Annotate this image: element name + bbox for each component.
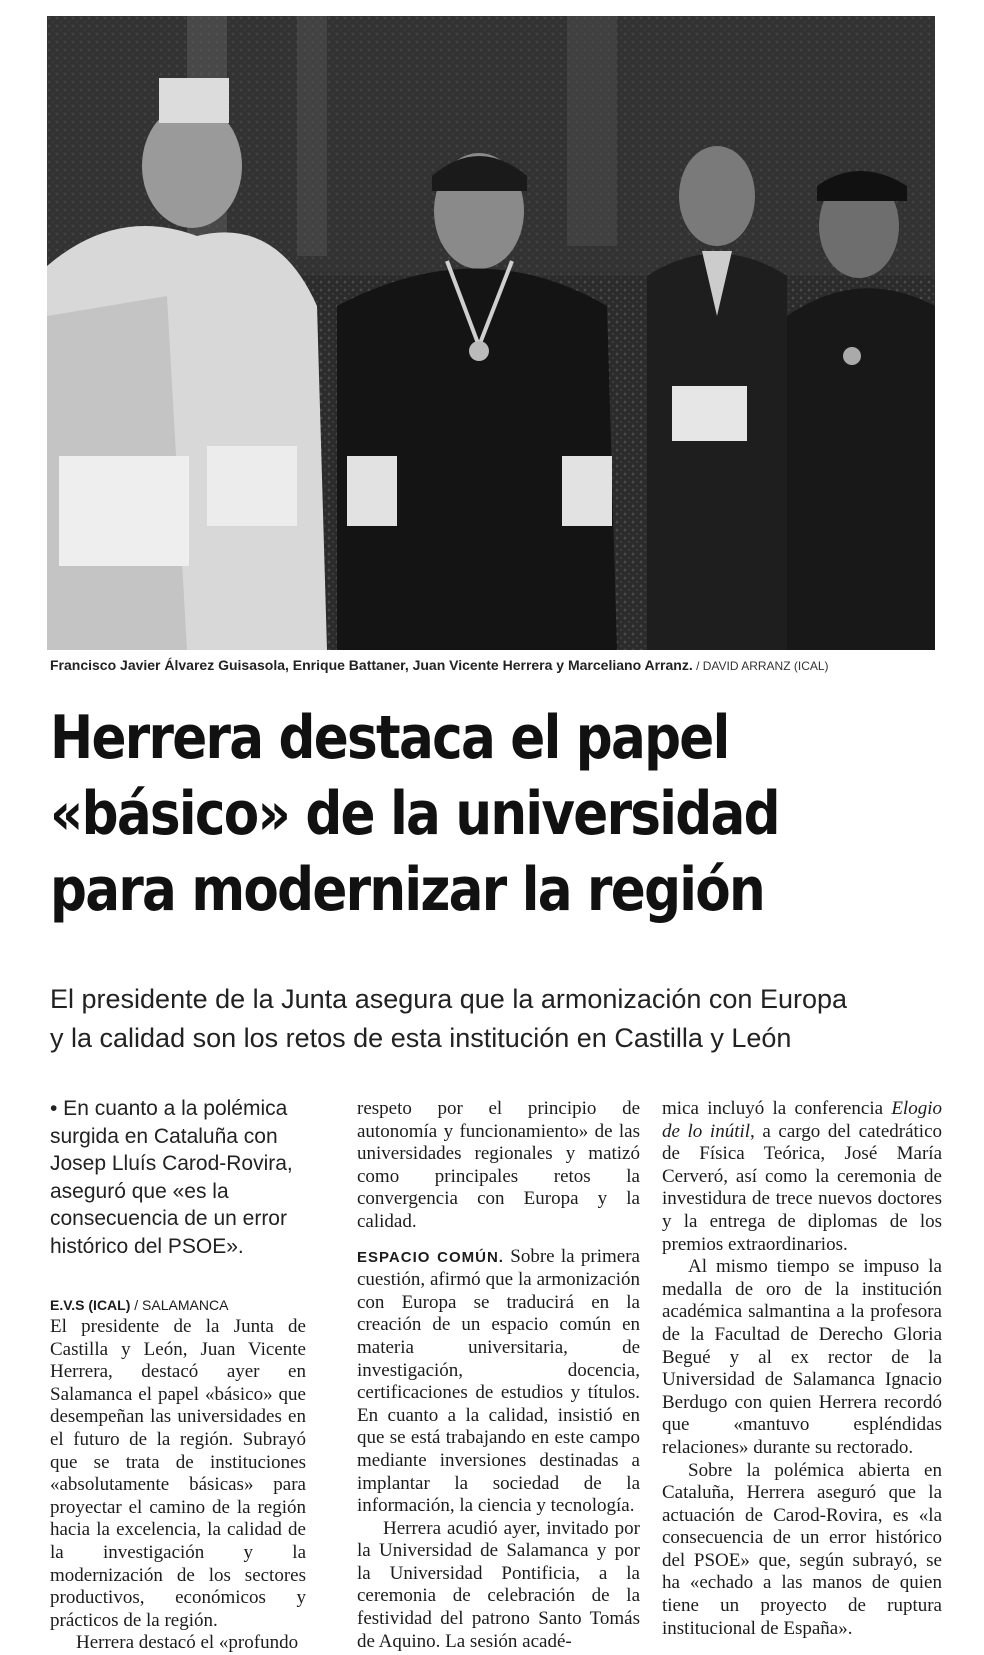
body-paragraph: Sobre la polémica abierta en Cataluña, Herrera aseguró que la actuación de Carod-Rovira, es «la consecuencia de un error histórico del PSOE» que, según subrayó, se ha «echado a las manos de quien tiene un proyecto de ruptura institucional de España». [662, 1459, 942, 1639]
subhead-line: El presidente de la Junta asegura que la armonización con Europa [50, 984, 848, 1014]
byline [50, 1294, 306, 1316]
column-2 [357, 1098, 640, 1653]
body-paragraph [357, 1246, 640, 1518]
headline-line: «básico» de la universidad [50, 779, 779, 849]
subhead-line: y la calidad son los retos de esta institución en Castilla y León [50, 1023, 792, 1053]
headline-line: para modernizar la región [50, 855, 765, 925]
lecture-title: Elogio de lo inútil [662, 1098, 942, 1142]
body-paragraph: respeto por el principio de autonomía y funcionamiento» de las universidades regionales y matizó como principales retos la convergencia con Europa y la calidad. [357, 1098, 640, 1232]
body-paragraph [662, 1098, 942, 1256]
body-paragraph: Herrera destacó el «profundo [76, 1632, 299, 1654]
column-3 [662, 1098, 942, 1640]
news-photo [47, 16, 935, 650]
column-1 [50, 1095, 306, 1655]
ceremony-photo-icon [47, 16, 935, 650]
body-paragraph: Herrera acudió ayer, invitado por la Universidad de Salamanca y por la Universidad Pontificia, a la ceremonia de celebración de la festividad del patrono Santo Tomás de Aquino. La sesión acadé- [357, 1517, 640, 1652]
byline-agency: E.V.S (ICAL) [50, 1297, 131, 1313]
photo-credit: / DAVID ARRANZ (ICAL) [692, 659, 829, 673]
body-text: , a cargo del catedrático de Física Teórica, José María Cerveró, así como la ceremonia de investidura de trece nuevos doctores y la entrega de diplomas de los premios extraordinarios. [662, 1120, 943, 1255]
headline-line: Herrera destaca el papel [50, 703, 729, 773]
body-paragraph: Al mismo tiempo se impuso la medalla de oro de la institución académica salmantina a la profesora de la Facultad de Derecho Gloria Begué y al ex rector de la Universidad de Salamanca Ignacio Berdugo con quien Herrera recordó que «mantuvo espléndidas relaciones» durante su rectorado. [662, 1256, 942, 1458]
photo-caption [50, 657, 950, 673]
body-paragraph: El presidente de la Junta de Castilla y León, Juan Vicente Herrera, destacó ayer en Salamanca el papel «básico» que desempeñan las universidades en el futuro de la región. Subrayó que se trata de instituciones «absolutamente básicas» para proyectar el camino de la región hacia la excelencia, la calidad de la investigación y la modernización de los sectores productivos, económicos y prácticos de la región. [50, 1316, 306, 1631]
section-heading: ESPACIO COMÚN. [357, 1248, 504, 1266]
subheadline [50, 980, 950, 1058]
headline [50, 700, 824, 928]
byline-place: / SALAMANCA [130, 1297, 229, 1313]
body-text: Sobre la primera cuestión, afirmó que la armonización con Europa se traducirá en la creación de un espacio común en materia universitaria, de investigación, docencia, certificaciones de estudios y títulos. En cuanto a la calidad, insistió en que se está trabajando en este campo mediante inversiones destinadas a implantar la sociedad de la información, la ciencia y tecnología. [357, 1245, 640, 1517]
caption-text: Francisco Javier Álvarez Guisasola, Enrique Battaner, Juan Vicente Herrera y Marceliano Arranz. [50, 657, 693, 673]
lead-summary: • En cuanto a la polémica surgida en Cataluña con Josep Lluís Carod-Rovira, aseguró que «es la consecuencia de un error histórico del PSOE». [50, 1097, 293, 1258]
body-text: mica incluyó la conferencia [662, 1098, 892, 1119]
